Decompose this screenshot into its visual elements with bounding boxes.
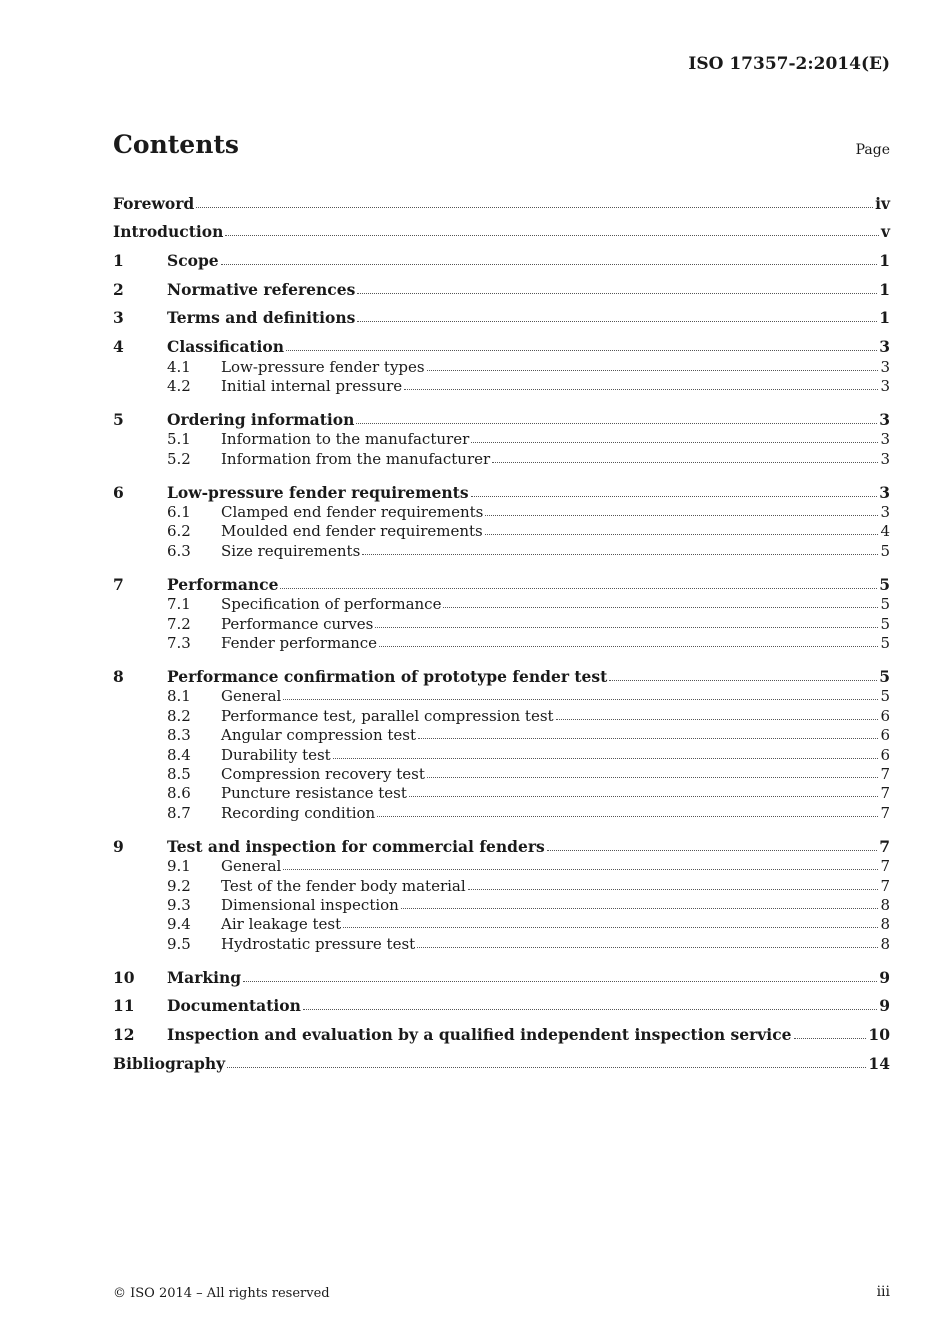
toc-entry-page: 8 — [880, 895, 890, 914]
toc-entry-number: 5.1 — [167, 430, 191, 449]
toc-entry[interactable] — [113, 953, 890, 987]
toc-dot-leader — [221, 264, 878, 265]
toc-entry-page: 7 — [880, 876, 890, 895]
toc-entry-number: 5.2 — [167, 449, 191, 468]
toc-entry-number: 12 — [113, 1025, 135, 1045]
toc-entry-title: Documentation — [167, 996, 301, 1016]
toc-entry-title: Introduction — [113, 222, 224, 242]
toc-entry-number: 8.3 — [167, 726, 191, 745]
table-of-contents — [113, 184, 890, 1073]
toc-entry-number: 6 — [113, 482, 124, 502]
toc-entry-page: 5 — [880, 595, 890, 614]
toc-entry-number: 8.4 — [167, 745, 191, 764]
toc-entry-page: 5 — [879, 667, 890, 687]
toc-dot-leader — [427, 777, 879, 778]
toc-entry-title: Recording condition — [221, 803, 376, 822]
toc-entry-page: 7 — [879, 836, 890, 856]
toc-subentry[interactable] — [113, 613, 890, 632]
toc-subentry[interactable] — [113, 744, 890, 763]
toc-entry-number: 8.1 — [167, 687, 191, 706]
toc-entry-page: 1 — [879, 279, 890, 299]
toc-dot-leader — [286, 350, 877, 351]
toc-dot-leader — [375, 627, 878, 628]
toc-entry-title: Performance curves — [221, 614, 374, 633]
toc-entry-page: 6 — [880, 726, 890, 745]
toc-entry-title: Information to the manufacturer — [221, 430, 470, 449]
toc-dot-leader — [377, 816, 878, 817]
toc-dot-leader — [357, 321, 877, 322]
toc-entry-title: Terms and definitions — [167, 308, 356, 328]
toc-dot-leader — [356, 423, 877, 424]
toc-dot-leader — [409, 796, 879, 797]
toc-entry-number: 8.2 — [167, 706, 191, 725]
toc-entry[interactable] — [113, 468, 890, 502]
toc-dot-leader — [357, 293, 877, 294]
toc-subentry[interactable] — [113, 856, 890, 875]
toc-entry-number: 4.2 — [167, 376, 191, 395]
toc-entry-title: Dimensional inspection — [221, 895, 399, 914]
toc-subentry[interactable] — [113, 686, 890, 705]
toc-entry-page: 3 — [880, 449, 890, 468]
toc-entry[interactable] — [113, 560, 890, 594]
toc-entry-page: 7 — [880, 803, 890, 822]
toc-dot-leader — [280, 588, 877, 589]
toc-entry-number: 9.2 — [167, 876, 191, 895]
toc-entry-number: 6.1 — [167, 503, 191, 522]
toc-entry[interactable] — [113, 652, 890, 686]
toc-dot-leader — [225, 235, 879, 236]
toc-dot-leader — [379, 646, 878, 647]
toc-entry-page: 5 — [879, 574, 890, 594]
toc-subentry[interactable] — [113, 594, 890, 613]
toc-entry-page: 3 — [879, 337, 890, 357]
toc-entry[interactable] — [113, 241, 890, 270]
document-id: ISO 17357-2:2014(E) — [688, 54, 890, 74]
toc-dot-leader — [283, 699, 878, 700]
toc-entry[interactable] — [113, 395, 890, 429]
toc-entry-page: 5 — [880, 687, 890, 706]
toc-dot-leader — [283, 869, 878, 870]
toc-entry-title: Ordering information — [167, 409, 355, 429]
toc-entry-title: Low-pressure fender types — [221, 357, 425, 376]
toc-entry[interactable] — [113, 213, 890, 242]
toc-dot-leader — [196, 207, 873, 208]
toc-entry-title: General — [221, 857, 282, 876]
toc-dot-leader — [333, 758, 879, 759]
toc-entry-number: 1 — [113, 251, 124, 271]
toc-entry-number: 9.4 — [167, 915, 191, 934]
toc-entry-title: Clamped end fender requirements — [221, 503, 484, 522]
toc-entry-number: 6.3 — [167, 541, 191, 560]
toc-entry[interactable] — [113, 299, 890, 328]
toc-entry-number: 9.1 — [167, 857, 191, 876]
toc-entry-title: Performance confirmation of prototype fender test — [167, 667, 608, 687]
toc-entry-number: 8.7 — [167, 803, 191, 822]
toc-entry-number: 8.6 — [167, 784, 191, 803]
toc-entry-title: Low-pressure fender requirements — [167, 482, 469, 502]
toc-entry-title: Bibliography — [113, 1053, 226, 1073]
toc-entry[interactable] — [113, 327, 890, 356]
footer-copyright: © ISO 2014 – All rights reserved — [113, 1286, 330, 1301]
toc-dot-leader — [492, 462, 878, 463]
toc-entry-page: 7 — [880, 764, 890, 783]
toc-entry-number: 4.1 — [167, 357, 191, 376]
toc-entry-number: 8.5 — [167, 764, 191, 783]
toc-dot-leader — [485, 515, 878, 516]
toc-dot-leader — [547, 850, 877, 851]
toc-dot-leader — [443, 607, 878, 608]
toc-entry-title: Durability test — [221, 745, 331, 764]
toc-dot-leader — [468, 889, 879, 890]
toc-entry-title: Foreword — [113, 193, 195, 213]
toc-entry-number: 6.2 — [167, 522, 191, 541]
toc-entry[interactable] — [113, 184, 890, 213]
toc-dot-leader — [227, 1067, 866, 1068]
toc-entry-number: 7.1 — [167, 595, 191, 614]
toc-subentry[interactable] — [113, 376, 890, 395]
toc-entry-number: 9.3 — [167, 895, 191, 914]
toc-entry-page: 5 — [880, 614, 890, 633]
toc-subentry[interactable] — [113, 356, 890, 375]
toc-dot-leader — [418, 738, 878, 739]
toc-dot-leader — [343, 927, 878, 928]
toc-entry-title: Size requirements — [221, 541, 361, 560]
toc-entry-page: 6 — [880, 745, 890, 764]
toc-dot-leader — [417, 947, 878, 948]
toc-entry-page: 3 — [880, 430, 890, 449]
toc-entry-title: Puncture resistance test — [221, 784, 407, 803]
toc-entry-number: 7 — [113, 574, 124, 594]
toc-entry[interactable] — [113, 987, 890, 1016]
toc-subentry[interactable] — [113, 875, 890, 894]
toc-dot-leader — [362, 554, 878, 555]
toc-entry-title: Test and inspection for commercial fenders — [167, 836, 545, 856]
toc-entry-title: Normative references — [167, 279, 356, 299]
toc-subentry[interactable] — [113, 725, 890, 744]
toc-entry-title: Moulded end fender requirements — [221, 522, 483, 541]
toc-entry-page: 5 — [880, 634, 890, 653]
toc-entry-page: 10 — [868, 1025, 890, 1045]
toc-entry-page: 3 — [879, 482, 890, 502]
toc-dot-leader — [303, 1009, 877, 1010]
toc-dot-leader — [404, 389, 878, 390]
toc-entry-page: 3 — [880, 357, 890, 376]
toc-entry-page: 3 — [879, 409, 890, 429]
toc-entry-page: 7 — [880, 857, 890, 876]
toc-dot-leader — [243, 981, 877, 982]
toc-entry-page: 8 — [880, 915, 890, 934]
toc-entry-number: 11 — [113, 996, 135, 1016]
footer-page-number: iii — [876, 1284, 890, 1300]
toc-entry-title: Classification — [167, 337, 285, 357]
toc-entry-number: 9.5 — [167, 934, 191, 953]
toc-entry-title: Initial internal pressure — [221, 376, 403, 395]
toc-subentry[interactable] — [113, 633, 890, 652]
toc-entry-number: 7.2 — [167, 614, 191, 633]
toc-subentry[interactable] — [113, 933, 890, 952]
toc-subentry[interactable] — [113, 783, 890, 802]
toc-subentry[interactable] — [113, 914, 890, 933]
toc-subentry[interactable] — [113, 448, 890, 467]
toc-entry-page: 1 — [879, 251, 890, 271]
toc-entry-title: Test of the fender body material — [221, 876, 466, 895]
toc-subentry[interactable] — [113, 802, 890, 821]
toc-entry-title: Fender performance — [221, 634, 378, 653]
toc-entry-page: 7 — [880, 784, 890, 803]
toc-dot-leader — [401, 908, 879, 909]
toc-entry-title: Air leakage test — [221, 915, 342, 934]
toc-dot-leader — [485, 534, 879, 535]
contents-title: Contents — [113, 130, 240, 159]
toc-entry-number: 7.3 — [167, 634, 191, 653]
toc-entry-page: 3 — [880, 503, 890, 522]
toc-entry-page: 9 — [879, 967, 890, 987]
toc-entry-title: Marking — [167, 967, 242, 987]
toc-entry-number: 10 — [113, 967, 135, 987]
toc-entry-number: 9 — [113, 836, 124, 856]
toc-entry-title: Performance test, parallel compression test — [221, 706, 554, 725]
toc-entry[interactable] — [113, 1044, 890, 1073]
toc-subentry[interactable] — [113, 895, 890, 914]
toc-entry-page: 6 — [880, 706, 890, 725]
toc-subentry[interactable] — [113, 705, 890, 724]
toc-entry-page: 8 — [880, 934, 890, 953]
toc-dot-leader — [471, 496, 878, 497]
toc-dot-leader — [427, 370, 879, 371]
toc-entry-number: 3 — [113, 308, 124, 328]
toc-entry-number: 4 — [113, 337, 124, 357]
toc-subentry[interactable] — [113, 521, 890, 540]
toc-entry-title: Specification of performance — [221, 595, 442, 614]
toc-entry-title: Scope — [167, 251, 219, 271]
toc-entry-page: 1 — [879, 308, 890, 328]
toc-entry[interactable] — [113, 1015, 890, 1044]
toc-entry-title: General — [221, 687, 282, 706]
toc-entry-number: 2 — [113, 279, 124, 299]
toc-entry-title: Angular compression test — [221, 726, 417, 745]
toc-dot-leader — [556, 719, 879, 720]
toc-entry-page: v — [880, 222, 890, 242]
toc-entry-title: Compression recovery test — [221, 764, 425, 783]
toc-subentry[interactable] — [113, 429, 890, 448]
toc-entry-page: 4 — [880, 522, 890, 541]
toc-entry-title: Performance — [167, 574, 279, 594]
page-column-label: Page — [855, 142, 890, 158]
toc-entry[interactable] — [113, 270, 890, 299]
toc-entry-title: Inspection and evaluation by a qualified independent inspection service — [167, 1025, 792, 1045]
toc-entry-number: 5 — [113, 409, 124, 429]
toc-subentry[interactable] — [113, 540, 890, 559]
toc-dot-leader — [471, 442, 878, 443]
toc-entry-number: 8 — [113, 667, 124, 687]
toc-dot-leader — [609, 680, 877, 681]
toc-entry-title: Information from the manufacturer — [221, 449, 491, 468]
toc-entry-page: 14 — [868, 1053, 890, 1073]
toc-entry-page: 5 — [880, 541, 890, 560]
toc-dot-leader — [794, 1038, 867, 1039]
toc-entry-page: 3 — [880, 376, 890, 395]
toc-entry-title: Hydrostatic pressure test — [221, 934, 416, 953]
toc-entry[interactable] — [113, 822, 890, 856]
toc-subentry[interactable] — [113, 764, 890, 783]
toc-entry-page: 9 — [879, 996, 890, 1016]
toc-entry-page: iv — [875, 193, 890, 213]
toc-subentry[interactable] — [113, 502, 890, 521]
